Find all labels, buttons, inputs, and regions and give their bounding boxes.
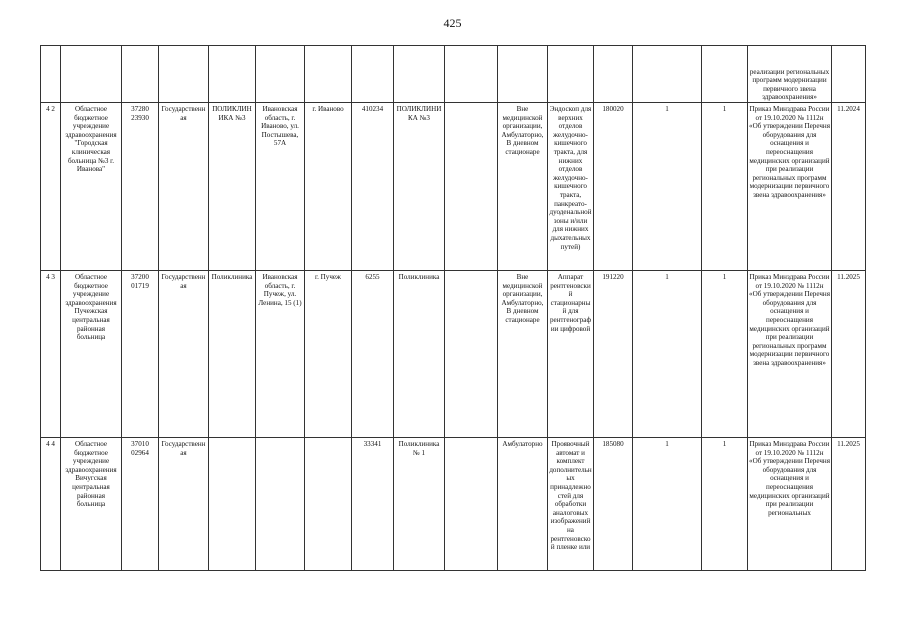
table-row: [41, 103, 866, 271]
page-number: 425: [443, 16, 462, 30]
unit-name-cell: Поликлиника: [394, 271, 445, 438]
unit-cell: [209, 438, 256, 571]
equipment-code-cell: 180020: [594, 103, 633, 271]
city-cell: г. Пучеж: [305, 271, 352, 438]
unit-cell: Поликлиника: [209, 271, 256, 438]
empty-cell: [445, 438, 498, 571]
ownership-form-cell: Государственная: [159, 271, 209, 438]
city-cell: г. Иваново: [305, 103, 352, 271]
org-code-cell: 37010 02964: [122, 438, 159, 571]
ownership-form-cell: Государственная: [159, 438, 209, 571]
org-code-cell: 37280 23930: [122, 103, 159, 271]
table-row: [41, 271, 866, 438]
unit-name-cell: Поликлиника № 1: [394, 438, 445, 571]
quantity-cell: 1: [702, 103, 748, 271]
org-code-cell: 37200 01719: [122, 271, 159, 438]
row-number-cell: 4 3: [41, 271, 61, 438]
address-cell: [256, 438, 305, 571]
row-number-cell: 4 4: [41, 438, 61, 571]
quantity-cell: 1: [633, 271, 702, 438]
quantity-cell: 1: [633, 438, 702, 571]
address-cell: Ивановская область, г. Иваново, ул. Постышева, 57А: [256, 103, 305, 271]
organization-cell: Областное бюджетное учреждение здравоохранения "Городская клиническая больница №3 г. Иванова": [61, 103, 122, 271]
organization-cell: Областное бюджетное учреждение здравоохранения Вичугская центральная районная больница: [61, 438, 122, 571]
care-conditions-cell: Вне медицинской организации, Амбулаторно, В дневном стационаре: [498, 103, 548, 271]
ownership-form-cell: Государственная: [159, 103, 209, 271]
equipment-name-cell: Эндоскоп для верхних отделов желудочно-кишечного тракта, для нижних отделов желудочно-кишечного тракта, панкреато-дуоденальной зоны и/или для нижних дыхательных путей): [548, 103, 594, 271]
unit-id-cell: 33341: [352, 438, 394, 571]
unit-id-cell: 6255: [352, 271, 394, 438]
unit-id-cell: 410234: [352, 103, 394, 271]
quantity-cell: 1: [702, 271, 748, 438]
unit-name-cell: ПОЛИКЛИНИКА №3: [394, 103, 445, 271]
equipment-name-cell: Проявочный автомат и комплект дополнительных принадлежностей для обработки аналоговых изображений на рентгеновской пленке или: [548, 438, 594, 571]
basis-cell: Приказ Минздрава России от 19.10.2020 № 1112н «Об утверждении Перечня оборудования для оснащения и переоснащения медицинских организаций при реализации региональных: [748, 438, 832, 571]
table-row-continuation: [41, 46, 866, 103]
city-cell: [305, 438, 352, 571]
equipment-table: [40, 45, 866, 571]
basis-cell: Приказ Минздрава России от 19.10.2020 № 1112н «Об утверждении Перечня оборудования для оснащения и переоснащения медицинских организаций при реализации региональных программ модернизации первичного звена здравоохранения»: [748, 271, 832, 438]
care-conditions-cell: Амбулаторно: [498, 438, 548, 571]
row-number-cell: 4 2: [41, 103, 61, 271]
equipment-name-cell: Аппарат рентгеновский стационарный для рентгенографии цифровой: [548, 271, 594, 438]
unit-cell: ПОЛИКЛИНИКА №3: [209, 103, 256, 271]
quantity-cell: 1: [633, 103, 702, 271]
empty-cell: [445, 103, 498, 271]
date-cell: 11.2025: [832, 438, 866, 571]
organization-cell: Областное бюджетное учреждение здравоохранения Пучежская центральная районная больница: [61, 271, 122, 438]
date-cell: 11.2025: [832, 271, 866, 438]
equipment-code-cell: 185080: [594, 438, 633, 571]
basis-continuation-cell: реализации региональных программ модернизации первичного звена здравоохранения»: [748, 46, 832, 103]
quantity-cell: 1: [702, 438, 748, 571]
date-cell: 11.2024: [832, 103, 866, 271]
table-row: [41, 438, 866, 571]
address-cell: Ивановская область, г. Пучеж, ул. Ленина, 15 (1): [256, 271, 305, 438]
equipment-code-cell: 191220: [594, 271, 633, 438]
basis-cell: Приказ Минздрава России от 19.10.2020 № 1112н «Об утверждении Перечня оборудования для оснащения и переоснащения медицинских организаций при реализации региональных программ модернизации первичного звена здравоохранения»: [748, 103, 832, 271]
empty-cell: [445, 271, 498, 438]
care-conditions-cell: Вне медицинской организации, Амбулаторно, В дневном стационаре: [498, 271, 548, 438]
